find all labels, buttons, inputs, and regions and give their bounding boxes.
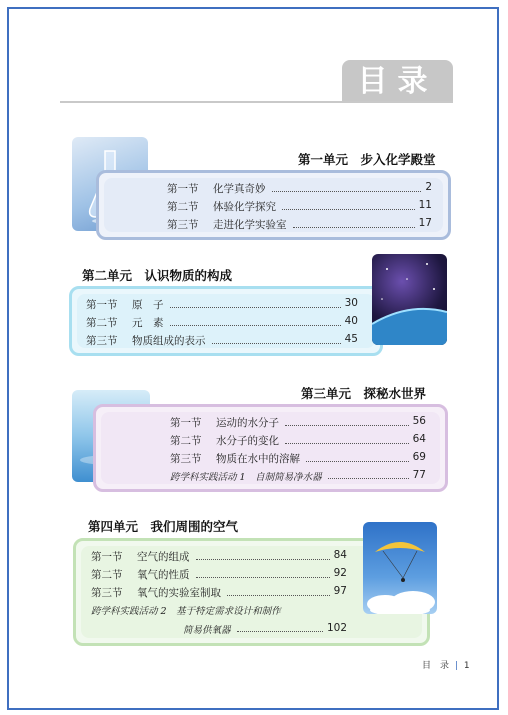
- dot-leader: [170, 297, 341, 308]
- dot-leader: [285, 433, 409, 444]
- footer-page-number: 1: [463, 661, 470, 671]
- page-number: 2: [425, 181, 432, 193]
- section-name: 水分子的变化: [216, 435, 279, 447]
- page-title: 目录: [342, 60, 453, 103]
- dot-leader: [328, 469, 409, 479]
- page-number: 56: [412, 415, 426, 427]
- page-number: 30: [344, 297, 358, 309]
- toc-entry[interactable]: [167, 217, 432, 232]
- unit-3-title: 第三单元 探秘水世界: [301, 386, 427, 401]
- toc-entry[interactable]: [86, 333, 358, 348]
- page-number: 92: [333, 567, 347, 579]
- section-number: 第一节: [91, 551, 123, 563]
- dot-leader: [212, 333, 341, 344]
- dot-leader: [293, 217, 415, 228]
- page-number: 69: [412, 451, 426, 463]
- dot-leader: [306, 451, 409, 462]
- section-name: 元 素: [132, 317, 164, 329]
- page-number: 45: [344, 333, 358, 345]
- section-name: 氧气的性质: [137, 569, 190, 581]
- unit-2-title: 第二单元 认识物质的构成: [82, 268, 233, 283]
- section-number: 第一节: [170, 417, 202, 429]
- activity-label-line1[interactable]: 跨学科实践活动 2 基于特定需求设计和制作: [91, 606, 281, 617]
- section-name: 原 子: [132, 299, 164, 311]
- section-number: 第三节: [91, 587, 123, 599]
- section-number: 第三节: [86, 335, 118, 347]
- title-underline: [60, 101, 453, 103]
- section-name: 氧气的实验室制取: [137, 587, 221, 599]
- dot-leader: [196, 567, 330, 578]
- toc-entry[interactable]: [86, 297, 358, 312]
- toc-entry[interactable]: [91, 567, 347, 582]
- dot-leader: [272, 181, 422, 192]
- section-name: 走进化学实验室: [213, 219, 287, 231]
- space-image: [372, 254, 447, 345]
- section-name: 体验化学探究: [213, 201, 276, 213]
- toc-entry[interactable]: [86, 315, 358, 330]
- page-number: 77: [412, 469, 426, 481]
- toc-entry[interactable]: [91, 549, 347, 564]
- section-number: 第二节: [167, 201, 199, 213]
- footer-label: 目 录: [422, 661, 450, 671]
- footer: [422, 658, 470, 671]
- activity-label-line2: 简易供氧器: [183, 625, 231, 636]
- section-name: 空气的组成: [137, 551, 190, 563]
- page-number: 97: [333, 585, 347, 597]
- section-name: 物质在水中的溶解: [216, 453, 300, 465]
- dot-leader: [282, 199, 415, 210]
- paraglider-image: [363, 522, 437, 614]
- dot-leader: [170, 315, 341, 326]
- section-name: 物质组成的表示: [132, 335, 206, 347]
- page-number: 84: [333, 549, 347, 561]
- toc-entry[interactable]: [167, 181, 432, 196]
- page-number: 64: [412, 433, 426, 445]
- section-number: 第一节: [167, 183, 199, 195]
- dot-leader: [285, 415, 409, 426]
- section-number: 第一节: [86, 299, 118, 311]
- toc-entry[interactable]: [91, 585, 347, 600]
- section-number: 第三节: [170, 453, 202, 465]
- page-number: 11: [418, 199, 432, 211]
- activity-entry[interactable]: [170, 469, 426, 483]
- toc-entry[interactable]: [170, 415, 426, 430]
- activity-entry[interactable]: [183, 622, 347, 636]
- dot-leader: [196, 549, 330, 560]
- toc-entry[interactable]: [170, 451, 426, 466]
- unit-1-title: 第一单元 步入化学殿堂: [298, 152, 436, 167]
- section-number: 第二节: [170, 435, 202, 447]
- page-number: 17: [418, 217, 432, 229]
- footer-separator: |: [454, 661, 458, 671]
- unit-4-title: 第四单元 我们周围的空气: [88, 519, 239, 534]
- toc-entry[interactable]: [170, 433, 426, 448]
- section-number: 第二节: [91, 569, 123, 581]
- toc-entry[interactable]: [167, 199, 432, 214]
- section-number: 第二节: [86, 317, 118, 329]
- page-number: 102: [326, 622, 347, 634]
- activity-label: 跨学科实践活动 1 自制简易净水器: [170, 472, 322, 483]
- section-number: 第三节: [167, 219, 199, 231]
- dot-leader: [237, 622, 323, 632]
- dot-leader: [227, 585, 330, 596]
- section-name: 运动的水分子: [216, 417, 279, 429]
- section-name: 化学真奇妙: [213, 183, 266, 195]
- page-number: 40: [344, 315, 358, 327]
